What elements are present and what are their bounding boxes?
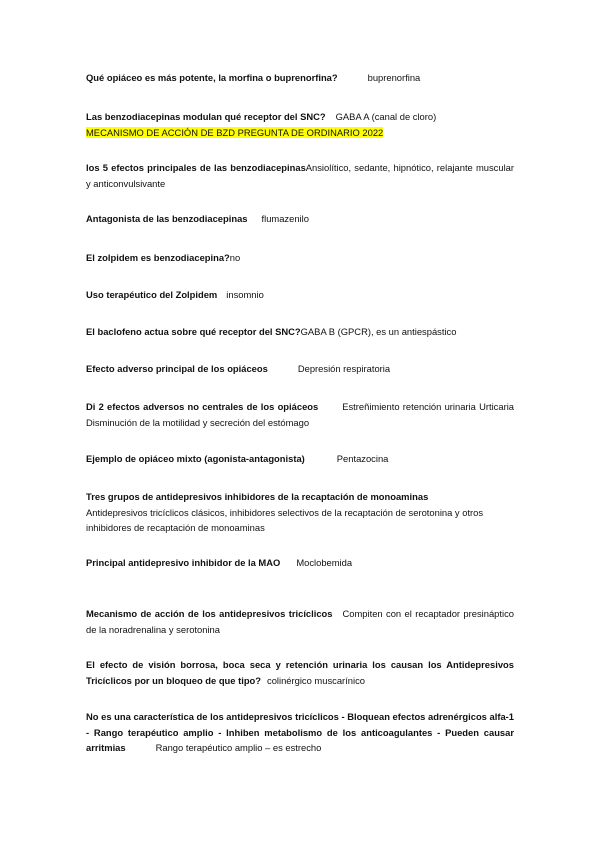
qa-item-13	[86, 606, 514, 637]
question-text: Tres grupos de antidepresivos inhibidores de la recaptación de monoaminas	[86, 491, 429, 502]
question-text: El zolpidem es benzodiacepina?	[86, 252, 230, 263]
question-text: Efecto adverso principal de los opiáceos	[86, 363, 268, 374]
answer-text: Moclobemida	[296, 557, 353, 568]
answer-text: Antidepresivos tricíclicos clásicos, inhibidores selectivos de la recaptación de serotonina y otros inhibidores de recaptación de monoaminas	[86, 506, 484, 533]
answer-text: insomnio	[226, 289, 264, 300]
question-text: Mecanismo de acción de los antidepresivos tricíclicos	[86, 608, 333, 619]
highlighted-note: MECANISMO DE ACCIÓN DE BZD PREGUNTA DE ORDINARIO 2022	[86, 126, 384, 138]
question-text: Las benzodiacepinas modulan qué receptor del SNC?	[86, 111, 326, 122]
qa-item-4	[86, 211, 514, 227]
question-text: El efecto de visión borrosa, boca seca y retención urinaria los causan los Antidepresivos Tricíclicos por un bloqueo de que tipo?	[86, 659, 514, 686]
question-text: No es una característica de los antidepresivos tricíclicos - Bloquean efectos adrenérgicos alfa-1 - Rango terapéutico amplio - Inhiben metabolismo de los anticoagulantes - Pueden causar arritmias	[86, 711, 514, 753]
qa-item-2	[86, 109, 514, 140]
qa-item-10	[86, 451, 514, 467]
question-text: Ejemplo de opiáceo mixto (agonista-antagonista)	[86, 453, 305, 464]
answer-text: Rango terapéutico amplio – es estrecho	[155, 742, 322, 753]
answer-text: Compiten con el recaptador presináptico de la noradrenalina y serotonina	[86, 608, 514, 635]
question-text: Antagonista de las benzodiacepinas	[86, 213, 248, 224]
question-text: El baclofeno actua sobre qué receptor del SNC?	[86, 326, 301, 337]
answer-text: GABA A (canal de cloro)	[335, 111, 437, 122]
qa-item-3	[86, 160, 514, 191]
qa-item-7	[86, 324, 514, 340]
qa-item-5	[86, 250, 514, 266]
answer-text: Depresión respiratoria	[297, 363, 391, 374]
answer-text: colinérgico muscarínico	[267, 674, 365, 686]
question-text: Di 2 efectos adversos no centrales de los opiáceos	[86, 401, 319, 412]
answer-text: flumazenilo	[261, 213, 309, 224]
answer-text: Ansiolítico, sedante, hipnótico, relajante muscular y anticonvulsivante	[86, 162, 514, 189]
qa-item-14	[86, 657, 514, 688]
qa-item-8	[86, 361, 514, 377]
question-text: Uso terapéutico del Zolpidem	[86, 289, 218, 300]
qa-item-9	[86, 399, 514, 430]
qa-item-12	[86, 555, 514, 571]
qa-item-6	[86, 287, 514, 303]
question-text: los 5 efectos principales de las benzodiacepinas	[86, 162, 306, 173]
answer-text: Pentazocina	[336, 453, 389, 464]
answer-text: no	[229, 252, 241, 263]
qa-item-1	[86, 70, 514, 86]
qa-item-15	[86, 709, 514, 756]
answer-text: Estreñimiento retención urinaria Urticaria Disminución de la motilidad y secreción del estómago	[86, 401, 514, 428]
question-text: Principal antidepresivo inhibidor de la MAO	[86, 557, 281, 568]
answer-text: GABA B (GPCR), es un antiespástico	[300, 326, 457, 337]
answer-text: buprenorfina	[367, 72, 421, 83]
qa-item-11	[86, 489, 514, 536]
question-text: Qué opiáceo es más potente, la morfina o buprenorfina?	[86, 72, 338, 83]
